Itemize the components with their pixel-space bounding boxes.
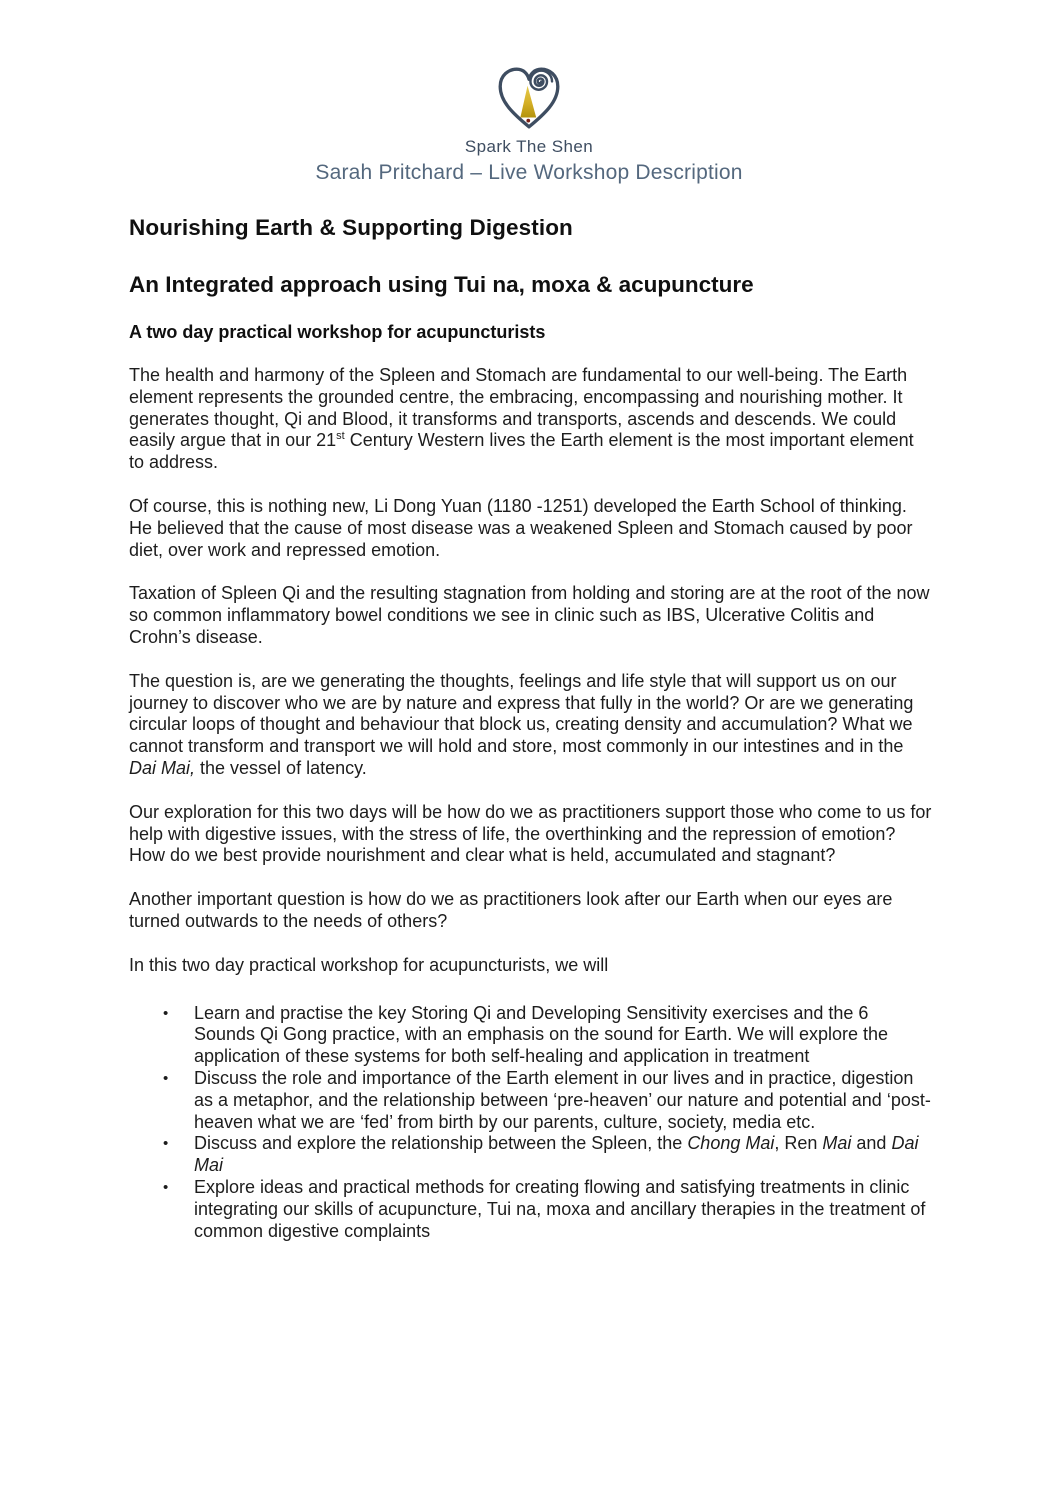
- paragraph-list-intro: In this two day practical workshop for acupuncturists, we will: [129, 954, 609, 975]
- paragraph-exploration: Our exploration for this two days will be how do we as practitioners support those who come to us for help with digestive issues, with the stress of life, the overthinking and the repression of emotion? How do we best provide nourishment and clear what is held, accumulated and stagnant?: [129, 801, 937, 866]
- brand-logo: [492, 62, 566, 134]
- list-item-text: Discuss the role and importance of the Earth element in our lives and in practice, digestion as a metaphor, and the relationship between ‘pre-heaven’ our nature and potential and ‘post-heaven what we are ‘fed’ from birth by our parents, culture, society, media etc.: [194, 1067, 931, 1132]
- document-title: Sarah Pritchard – Live Workshop Description: [315, 161, 743, 184]
- list-item: [129, 1003, 932, 1068]
- brand-name: Spark The Shen: [464, 137, 594, 156]
- list-item: [129, 1177, 932, 1242]
- list-item-text: Explore ideas and practical methods for creating flowing and satisfying treatments in clinic integrating our skills of acupuncture, Tui na, moxa and ancillary therapies in the treatment of common digestive complaints: [194, 1176, 931, 1241]
- paragraph-practitioner-earth: Another important question is how do we as practitioners look after our Earth when our eyes are turned outwards to the needs of others?: [129, 889, 898, 931]
- paragraph-earth-element: The health and harmony of the Spleen and Stomach are fundamental to our well-being. The Earth element represents the grounded centre, the embracing, encompassing and nourishing mother. It generates thought, Qi and Blood, it transforms and transports, ascends and descends. We could easily argue that in our 21st Century Western lives the Earth element is the most important element to address.: [129, 365, 919, 473]
- paragraph-question: The question is, are we generating the thoughts, feelings and life style that will support us on our journey to discover who we are by nature and express that fully in the world? Or are we generating circular loops of thought and behaviour that block us, creating density and accumulation? What we cannot transform and transport we will hold and store, most commonly in our intestines and in the Dai Mai, the vessel of latency.: [129, 670, 919, 778]
- heading-main: Nourishing Earth & Supporting Digestion: [129, 215, 573, 240]
- bullet-marker: •: [163, 1178, 169, 1196]
- heading-workshop-type: A two day practical workshop for acupuncturists: [129, 322, 546, 342]
- document-header: [0, 0, 1058, 185]
- moxa-cone-icon: [520, 86, 536, 118]
- list-item-text: Learn and practise the key Storing Qi and Developing Sensitivity exercises and the 6 Sounds Qi Gong practice, with an emphasis on the sound for Earth. We will explore the application of these systems for both self-healing and application in treatment: [194, 1002, 894, 1067]
- cone-dot: [526, 119, 530, 123]
- document-body: [0, 214, 1058, 1242]
- list-item-text: Discuss and explore the relationship between the Spleen, the Chong Mai, Ren Mai and Dai Mai: [194, 1133, 924, 1176]
- bullet-marker: •: [163, 1004, 169, 1022]
- bullet-marker: •: [163, 1069, 169, 1087]
- paragraph-taxation: Taxation of Spleen Qi and the resulting stagnation from holding and storing are at the root of the now so common inflammatory bowel conditions we see in clinic such as IBS, Ulcerative Colitis and Crohn’s disease.: [129, 583, 935, 647]
- list-item: [129, 1068, 932, 1133]
- bullet-marker: •: [163, 1135, 169, 1153]
- heading-approach: An Integrated approach using Tui na, moxa & acupuncture: [129, 272, 754, 297]
- spiral-icon: [530, 71, 552, 90]
- paragraph-li-dong-yuan: Of course, this is nothing new, Li Dong Yuan (1180 -1251) developed the Earth School of thinking. He believed that the cause of most disease was a weakened Spleen and Stomach caused by poor diet, over work and repressed emotion.: [129, 495, 918, 560]
- list-item: [129, 1133, 932, 1177]
- workshop-bullet-list: [129, 1003, 932, 1243]
